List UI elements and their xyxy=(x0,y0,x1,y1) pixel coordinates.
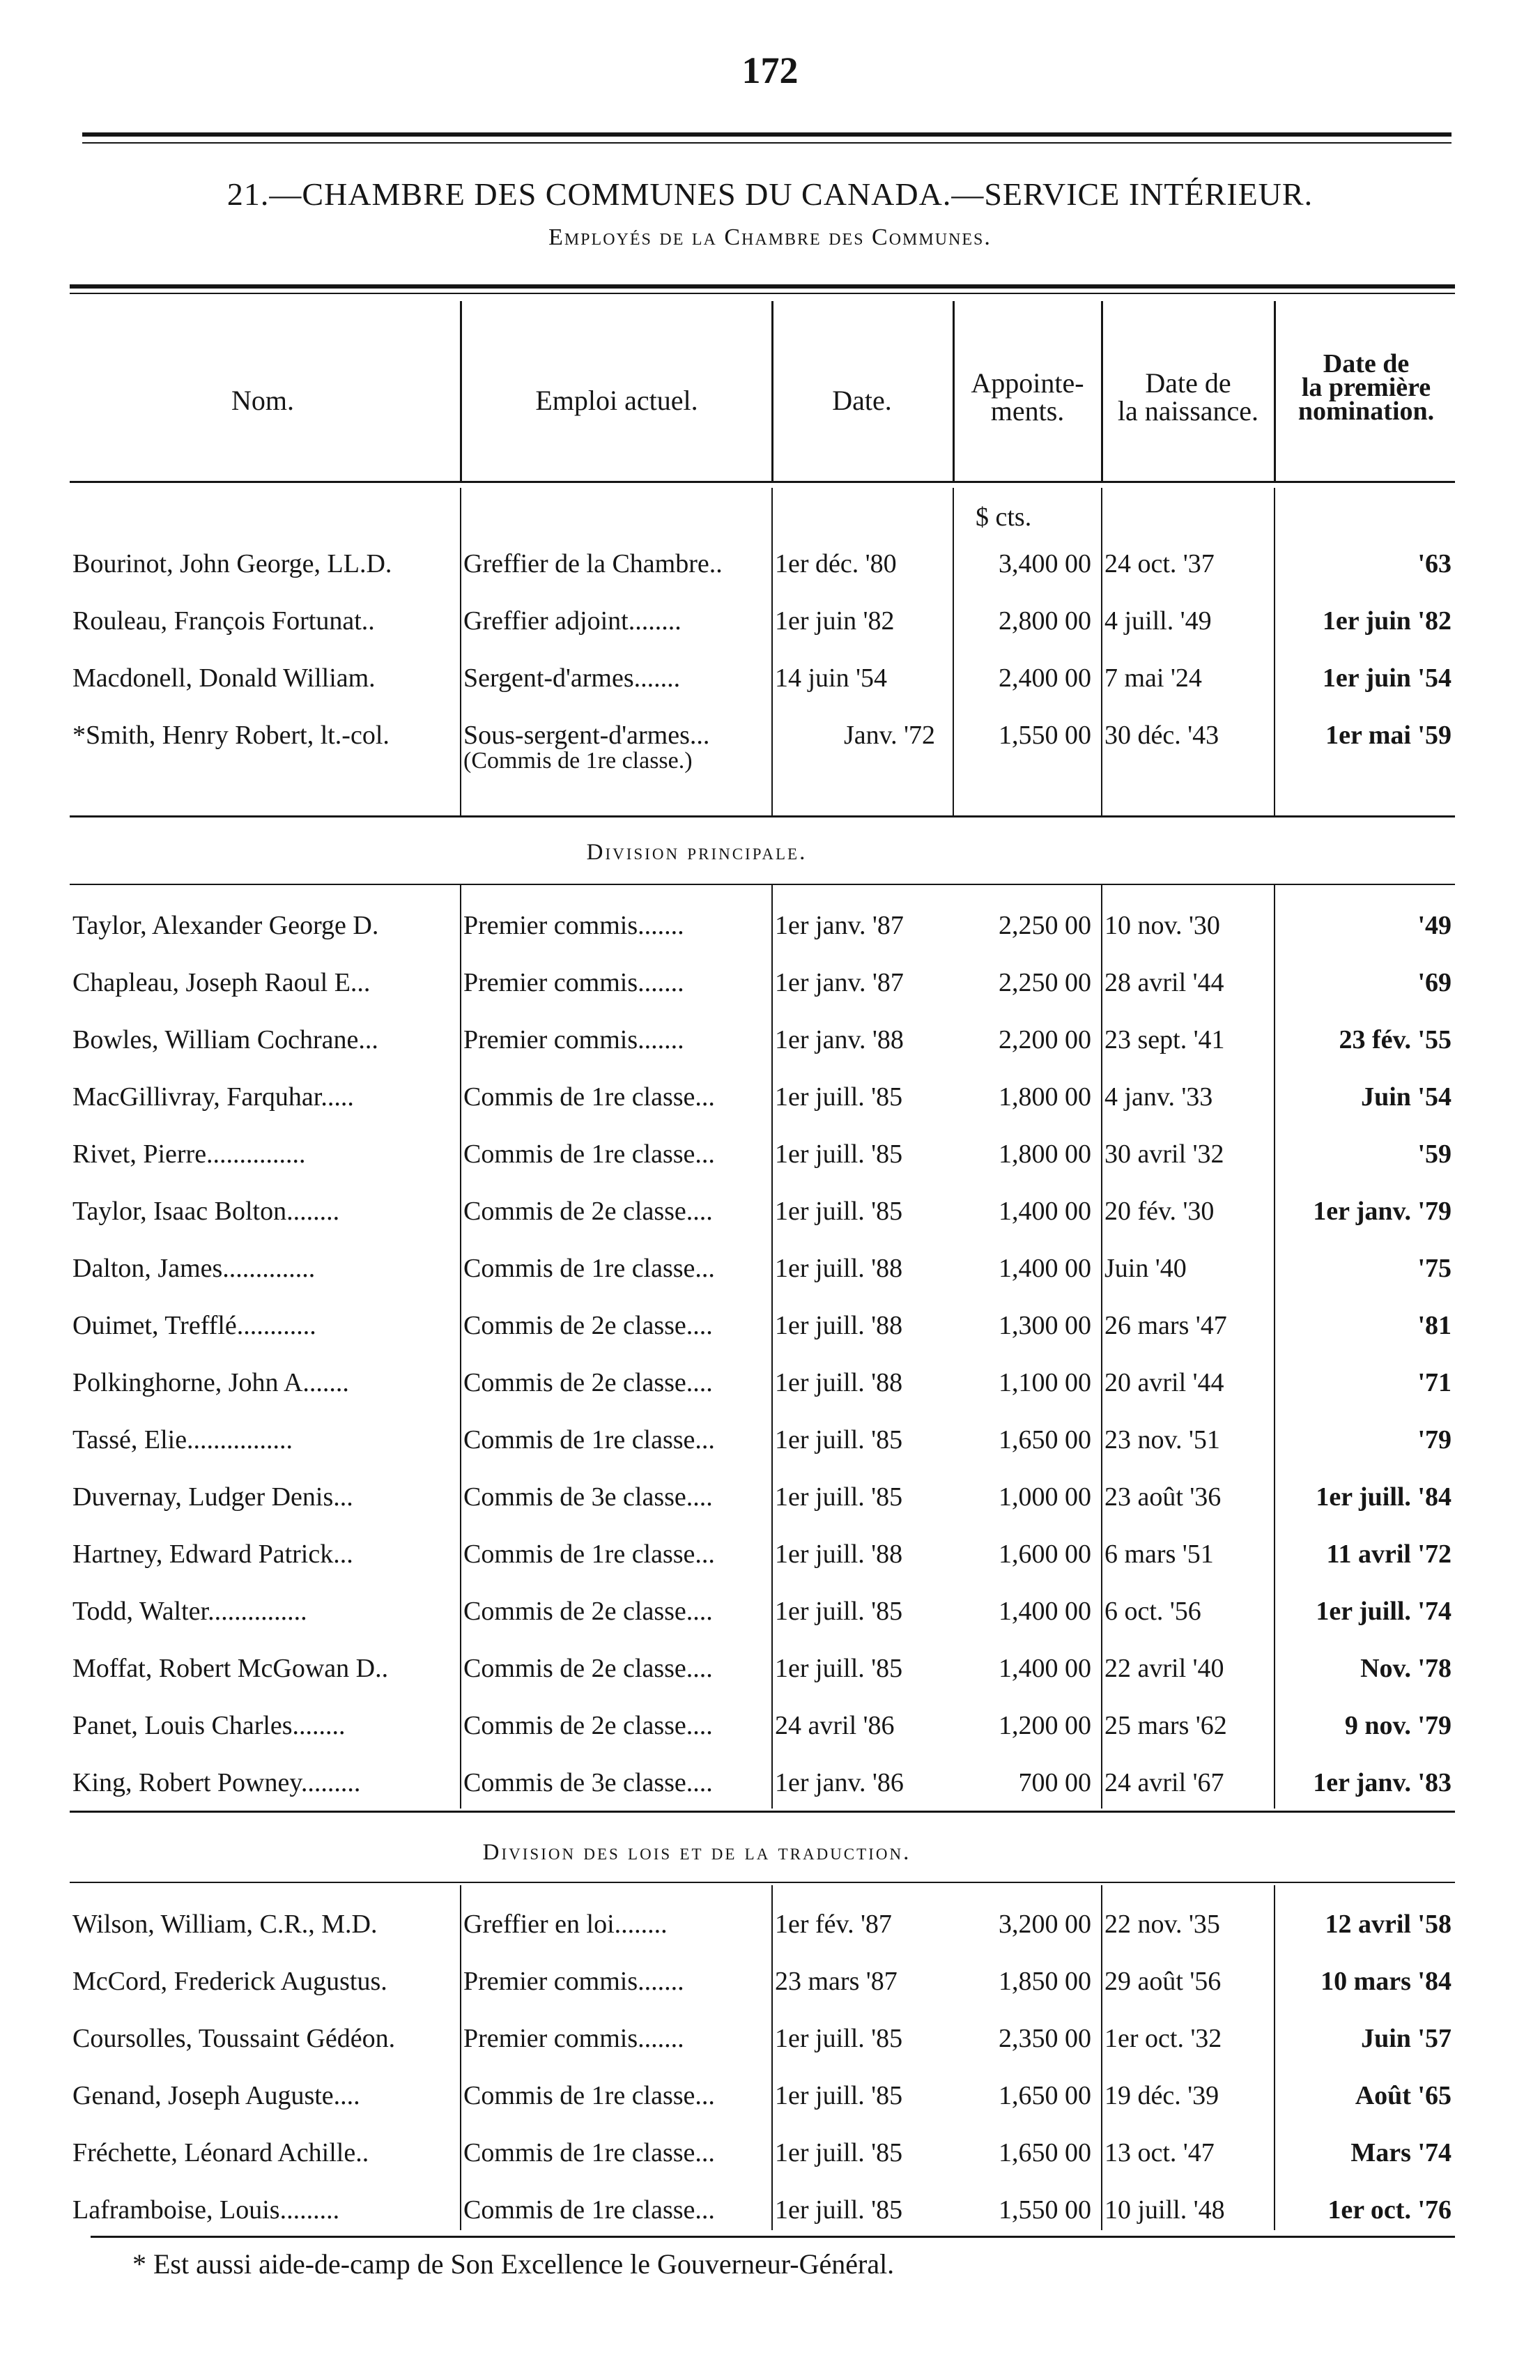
cell-emploi: Greffier de la Chambre.. xyxy=(463,549,723,578)
cell-premiere: '75 xyxy=(1417,1254,1452,1283)
cell-nom: Moffat, Robert McGowan D.. xyxy=(72,1654,389,1683)
cell-emploi: Sergent-d'armes....... xyxy=(463,663,681,693)
cell-premiere: Nov. '78 xyxy=(1360,1654,1452,1683)
column-divider xyxy=(953,488,954,815)
table-row xyxy=(0,1652,1540,1709)
table-row xyxy=(0,1595,1540,1652)
cell-premiere: '69 xyxy=(1417,968,1452,997)
cell-nom: Fréchette, Léonard Achille.. xyxy=(72,2138,369,2167)
cell-appointements: 1,850 00 xyxy=(999,1967,1091,1996)
column-header-emploi: Emploi actuel. xyxy=(535,385,698,416)
table-row xyxy=(0,1252,1540,1309)
cell-date: 1er juill. '88 xyxy=(775,1540,903,1569)
cell-emploi: Commis de 1re classe... xyxy=(463,1254,715,1283)
cell-date: 14 juin '54 xyxy=(775,663,887,693)
table-row xyxy=(0,1366,1540,1423)
section-rule xyxy=(70,1811,1455,1813)
cell-premiere: 23 fév. '55 xyxy=(1339,1025,1452,1054)
cell-premiere: '49 xyxy=(1417,911,1452,940)
header-rule-top xyxy=(70,284,1455,289)
cell-nom: Wilson, William, C.R., M.D. xyxy=(72,1910,378,1939)
cell-date: 1er janv. '87 xyxy=(775,911,904,940)
cell-date: 1er juill. '85 xyxy=(775,2138,903,2167)
cell-emploi: Commis de 2e classe.... xyxy=(463,1311,713,1340)
cell-appointements: 1,400 00 xyxy=(999,1597,1091,1626)
table-row xyxy=(0,966,1540,1023)
cell-appointements: 1,650 00 xyxy=(999,2081,1091,2110)
cell-naissance: 20 fév. '30 xyxy=(1104,1197,1215,1226)
table-row xyxy=(0,1709,1540,1766)
cell-naissance: 28 avril '44 xyxy=(1104,968,1224,997)
header-divider xyxy=(460,301,462,481)
cell-nom: Chapleau, Joseph Raoul E... xyxy=(72,968,371,997)
cell-premiere: 1er juin '54 xyxy=(1322,663,1452,693)
cell-premiere: Mars '74 xyxy=(1350,2138,1452,2167)
cell-emploi: Commis de 1re classe... xyxy=(463,1425,715,1454)
column-divider xyxy=(460,488,461,815)
cell-nom: Ouimet, Trefflé............ xyxy=(72,1311,316,1340)
cell-naissance: 19 déc. '39 xyxy=(1104,2081,1219,2110)
cell-appointements: 1,600 00 xyxy=(999,1540,1091,1569)
table-row xyxy=(0,1309,1540,1366)
table-row xyxy=(0,1766,1540,1823)
cell-premiere: Août '65 xyxy=(1355,2081,1452,2110)
header-divider xyxy=(1101,301,1103,481)
cell-emploi: Premier commis....... xyxy=(463,1025,684,1054)
cell-premiere: 1er juill. '84 xyxy=(1316,1482,1452,1512)
cell-premiere: '79 xyxy=(1417,1425,1452,1454)
cell-date: 1er juill. '85 xyxy=(775,1597,903,1626)
cell-premiere: 11 avril '72 xyxy=(1326,1540,1452,1569)
section-rule xyxy=(70,815,1455,817)
cell-premiere: '63 xyxy=(1417,549,1452,578)
cell-appointements: 1,400 00 xyxy=(999,1197,1091,1226)
cell-date: 1er juill. '88 xyxy=(775,1368,903,1397)
cell-emploi: Commis de 1re classe... xyxy=(463,1540,715,1569)
cell-naissance: 29 août '56 xyxy=(1104,1967,1222,1996)
cell-emploi: Commis de 2e classe.... xyxy=(463,1711,713,1740)
table-row xyxy=(0,1907,1540,1965)
cell-appointements: 2,250 00 xyxy=(999,968,1091,997)
cell-appointements: 2,400 00 xyxy=(999,663,1091,693)
cell-nom: MacGillivray, Farquhar..... xyxy=(72,1082,354,1112)
cell-premiere: 9 nov. '79 xyxy=(1344,1711,1452,1740)
cell-date: 1er juill. '85 xyxy=(775,2081,903,2110)
column-divider xyxy=(1274,488,1275,815)
cell-date: 1er fév. '87 xyxy=(775,1910,892,1939)
column-header-naissance-line1: Date de xyxy=(1145,367,1231,399)
document-subtitle: Employés de la Chambre des Communes. xyxy=(548,224,992,250)
cell-naissance: 23 nov. '51 xyxy=(1104,1425,1220,1454)
cell-appointements: 700 00 xyxy=(1018,1768,1091,1797)
cell-emploi: Commis de 2e classe.... xyxy=(463,1197,713,1226)
cell-appointements: 1,550 00 xyxy=(999,721,1091,750)
cell-emploi: Commis de 2e classe.... xyxy=(463,1597,713,1626)
document-title: 21.—CHAMBRE DES COMMUNES DU CANADA.—SERVICE INTÉRIEUR. xyxy=(226,176,1314,212)
column-header-premiere-line2: la première xyxy=(1301,373,1431,402)
cell-emploi: Commis de 1re classe... xyxy=(463,2138,715,2167)
cell-naissance: 10 juill. '48 xyxy=(1104,2195,1225,2225)
cell-premiere: 1er juill. '74 xyxy=(1316,1597,1452,1626)
cell-naissance: 24 oct. '37 xyxy=(1104,549,1215,578)
cell-appointements: 1,000 00 xyxy=(999,1482,1091,1512)
cell-naissance: 23 août '36 xyxy=(1104,1482,1222,1512)
cell-premiere: '59 xyxy=(1417,1139,1452,1169)
cell-date: 1er janv. '87 xyxy=(775,968,904,997)
cell-nom: Tassé, Elie................ xyxy=(72,1425,293,1454)
cell-date: 1er juin '82 xyxy=(775,606,895,636)
cell-date: Janv. '72 xyxy=(843,721,935,750)
cell-date: 1er juill. '85 xyxy=(775,1197,903,1226)
cell-naissance: 6 oct. '56 xyxy=(1104,1597,1201,1626)
cell-premiere: '71 xyxy=(1417,1368,1452,1397)
cell-emploi: Premier commis....... xyxy=(463,968,684,997)
header-rule-top-thin xyxy=(70,293,1455,294)
header-divider xyxy=(953,301,955,481)
cell-appointements: 1,400 00 xyxy=(999,1654,1091,1683)
cell-naissance: Juin '40 xyxy=(1104,1254,1187,1283)
cell-naissance: 26 mars '47 xyxy=(1104,1311,1227,1340)
cell-date: 1er janv. '86 xyxy=(775,1768,904,1797)
cell-date: 1er juill. '85 xyxy=(775,1654,903,1683)
cell-appointements: 1,200 00 xyxy=(999,1711,1091,1740)
cell-date: 1er juill. '85 xyxy=(775,2195,903,2225)
cell-emploi: Greffier adjoint........ xyxy=(463,606,682,636)
column-header-date: Date. xyxy=(832,385,892,416)
cell-naissance: 6 mars '51 xyxy=(1104,1540,1214,1569)
cell-nom: Rivet, Pierre............... xyxy=(72,1139,306,1169)
column-header-premiere-line3: nomination. xyxy=(1298,397,1435,426)
table-row xyxy=(0,1537,1540,1595)
cell-nom: Laframboise, Louis......... xyxy=(72,2195,340,2225)
cell-naissance: 24 avril '67 xyxy=(1104,1768,1224,1797)
table-row xyxy=(0,1023,1540,1080)
table-row xyxy=(0,1423,1540,1480)
cell-nom: Coursolles, Toussaint Gédéon. xyxy=(72,2024,396,2053)
table-row xyxy=(0,1137,1540,1195)
cell-date: 1er juill. '88 xyxy=(775,1254,903,1283)
column-header-naissance-line2: la naissance. xyxy=(1117,395,1259,427)
cell-appointements: 1,650 00 xyxy=(999,2138,1091,2167)
cell-appointements: 2,800 00 xyxy=(999,606,1091,636)
cell-nom: Panet, Louis Charles........ xyxy=(72,1711,346,1740)
cell-premiere: 12 avril '58 xyxy=(1325,1910,1452,1939)
cell-appointements: 3,400 00 xyxy=(999,549,1091,578)
footnote: * Est aussi aide-de-camp de Son Excellence le Gouverneur-Général. xyxy=(132,2248,895,2280)
cell-nom: Taylor, Alexander George D. xyxy=(72,911,379,940)
cell-date: 24 avril '86 xyxy=(775,1711,895,1740)
cell-nom: Taylor, Isaac Bolton........ xyxy=(72,1197,340,1226)
table-row xyxy=(0,1965,1540,2022)
table-row xyxy=(0,2136,1540,2193)
cell-appointements: 1,300 00 xyxy=(999,1311,1091,1340)
cell-premiere: Juin '54 xyxy=(1361,1082,1452,1112)
header-rule-bottom xyxy=(70,481,1455,483)
cell-emploi: Premier commis....... xyxy=(463,2024,684,2053)
cell-appointements: 1,650 00 xyxy=(999,1425,1091,1454)
cell-emploi: Premier commis....... xyxy=(463,1967,684,1996)
cell-premiere: 1er juin '82 xyxy=(1322,606,1452,636)
cell-date: 1er juill. '85 xyxy=(775,1482,903,1512)
cell-nom: *Smith, Henry Robert, lt.-col. xyxy=(72,721,390,750)
cell-emploi: Premier commis....... xyxy=(463,911,684,940)
top-rule-thin xyxy=(82,142,1452,144)
column-header-premiere xyxy=(1277,349,1455,426)
table-row xyxy=(0,661,1540,719)
cell-naissance: 22 nov. '35 xyxy=(1104,1910,1220,1939)
cell-appointements: 2,350 00 xyxy=(999,2024,1091,2053)
cell-premiere: '81 xyxy=(1417,1311,1452,1340)
cell-nom: Todd, Walter............... xyxy=(72,1597,307,1626)
column-divider xyxy=(771,488,773,815)
cell-emploi: Commis de 1re classe... xyxy=(463,2195,715,2225)
column-divider xyxy=(1101,488,1102,815)
cell-date: 1er déc. '80 xyxy=(775,549,897,578)
section-title-division-principale: Division principale. xyxy=(586,840,808,865)
cell-nom: Bourinot, John George, LL.D. xyxy=(72,549,392,578)
cell-premiere: 1er janv. '79 xyxy=(1313,1197,1452,1226)
cell-premiere: 10 mars '84 xyxy=(1320,1967,1452,1996)
cell-emploi: Commis de 2e classe.... xyxy=(463,1368,713,1397)
cell-emploi: Sous-sergent-d'armes... xyxy=(463,721,710,750)
cell-date: 1er juill. '85 xyxy=(775,1425,903,1454)
header-divider xyxy=(771,301,773,481)
bottom-rule xyxy=(91,2236,1455,2238)
cell-appointements: 1,400 00 xyxy=(999,1254,1091,1283)
cell-appointements: 1,100 00 xyxy=(999,1368,1091,1397)
cell-nom: Dalton, James.............. xyxy=(72,1254,316,1283)
table-row xyxy=(0,604,1540,661)
table-row xyxy=(0,1080,1540,1137)
cell-date: 1er juill. '85 xyxy=(775,1082,903,1112)
cell-emploi: Commis de 3e classe.... xyxy=(463,1482,713,1512)
header-divider xyxy=(1274,301,1276,481)
units-label: $ cts. xyxy=(976,502,1032,532)
table-row xyxy=(0,2079,1540,2136)
page-number: 172 xyxy=(741,49,799,91)
cell-emploi: Commis de 2e classe.... xyxy=(463,1654,713,1683)
cell-naissance: 20 avril '44 xyxy=(1104,1368,1224,1397)
cell-nom: McCord, Frederick Augustus. xyxy=(72,1967,387,1996)
table-row xyxy=(0,2022,1540,2079)
table-row xyxy=(0,547,1540,604)
cell-date: 1er juill. '88 xyxy=(775,1311,903,1340)
cell-emploi-note: (Commis de 1re classe.) xyxy=(463,748,693,774)
cell-appointements: 1,800 00 xyxy=(999,1139,1091,1169)
column-header-appointements-line1: Appointe- xyxy=(971,367,1084,399)
table-row xyxy=(0,1195,1540,1252)
cell-naissance: 22 avril '40 xyxy=(1104,1654,1224,1683)
table-row xyxy=(0,909,1540,966)
column-header-appointements xyxy=(956,369,1099,425)
column-header-appointements-line2: ments. xyxy=(990,395,1065,427)
cell-naissance: 4 janv. '33 xyxy=(1104,1082,1213,1112)
top-rule-thick xyxy=(82,132,1452,137)
column-header-naissance xyxy=(1104,369,1272,425)
cell-naissance: 25 mars '62 xyxy=(1104,1711,1227,1740)
cell-appointements: 1,800 00 xyxy=(999,1082,1091,1112)
cell-premiere: 1er mai '59 xyxy=(1325,721,1452,750)
section-rule xyxy=(70,1882,1455,1883)
cell-appointements: 2,250 00 xyxy=(999,911,1091,940)
cell-nom: Duvernay, Ludger Denis... xyxy=(72,1482,353,1512)
table-row xyxy=(0,719,1540,781)
column-header-nom: Nom. xyxy=(231,385,294,416)
cell-naissance: 1er oct. '32 xyxy=(1104,2024,1222,2053)
cell-nom: King, Robert Powney......... xyxy=(72,1768,361,1797)
cell-nom: Genand, Joseph Auguste.... xyxy=(72,2081,360,2110)
cell-naissance: 7 mai '24 xyxy=(1104,663,1202,693)
cell-nom: Hartney, Edward Patrick... xyxy=(72,1540,353,1569)
cell-date: 23 mars '87 xyxy=(775,1967,898,1996)
cell-nom: Macdonell, Donald William. xyxy=(72,663,376,693)
section-title-division-lois: Division des lois et de la traduction. xyxy=(482,1840,911,1865)
cell-naissance: 30 avril '32 xyxy=(1104,1139,1224,1169)
cell-appointements: 3,200 00 xyxy=(999,1910,1091,1939)
table-row xyxy=(0,2193,1540,2250)
cell-appointements: 1,550 00 xyxy=(999,2195,1091,2225)
cell-date: 1er juill. '85 xyxy=(775,2024,903,2053)
cell-premiere: 1er janv. '83 xyxy=(1313,1768,1452,1797)
cell-emploi: Greffier en loi........ xyxy=(463,1910,668,1939)
cell-nom: Rouleau, François Fortunat.. xyxy=(72,606,375,636)
cell-nom: Polkinghorne, John A....... xyxy=(72,1368,349,1397)
cell-naissance: 30 déc. '43 xyxy=(1104,721,1219,750)
cell-date: 1er juill. '85 xyxy=(775,1139,903,1169)
cell-premiere: Juin '57 xyxy=(1361,2024,1452,2053)
table-row xyxy=(0,1480,1540,1537)
cell-naissance: 4 juill. '49 xyxy=(1104,606,1212,636)
cell-nom: Bowles, William Cochrane... xyxy=(72,1025,378,1054)
cell-premiere: 1er oct. '76 xyxy=(1327,2195,1452,2225)
cell-appointements: 2,200 00 xyxy=(999,1025,1091,1054)
cell-emploi: Commis de 3e classe.... xyxy=(463,1768,713,1797)
cell-date: 1er janv. '88 xyxy=(775,1025,904,1054)
cell-emploi: Commis de 1re classe... xyxy=(463,2081,715,2110)
cell-naissance: 10 nov. '30 xyxy=(1104,911,1220,940)
section-rule xyxy=(70,884,1455,885)
cell-naissance: 23 sept. '41 xyxy=(1104,1025,1225,1054)
cell-emploi: Commis de 1re classe... xyxy=(463,1139,715,1169)
cell-emploi: Commis de 1re classe... xyxy=(463,1082,715,1112)
cell-naissance: 13 oct. '47 xyxy=(1104,2138,1215,2167)
column-header-premiere-line1: Date de xyxy=(1323,349,1410,378)
